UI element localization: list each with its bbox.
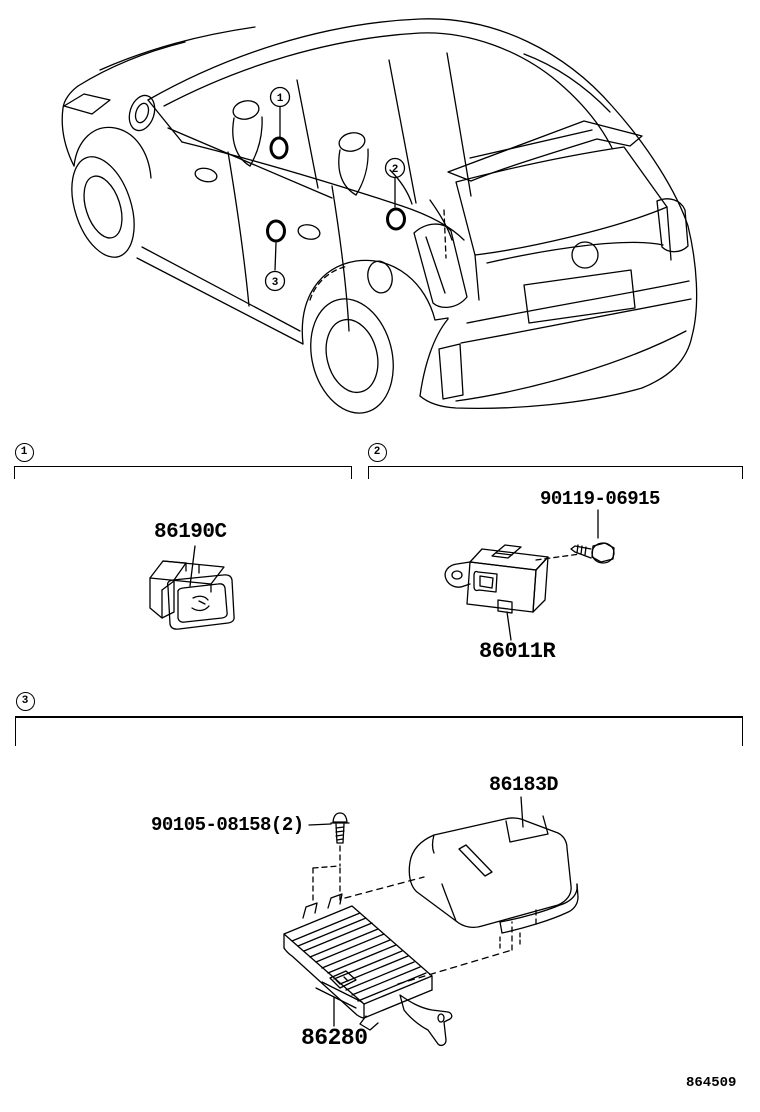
- part-number-label-86183d: 86183D: [489, 774, 559, 797]
- license-plate-recess: [524, 270, 635, 323]
- callout-1: [271, 88, 290, 159]
- rear-spoiler: [448, 121, 642, 181]
- callout-2: [386, 159, 405, 230]
- section-3-number-badge: [16, 692, 35, 711]
- section-1-number-badge: [15, 443, 34, 462]
- part-86280-amplifier-drawing: [284, 894, 452, 1045]
- part-number-label-86190c: 86190C: [154, 521, 227, 544]
- callout-1-number: 1: [276, 93, 284, 105]
- section-2-bracket: [368, 466, 743, 479]
- part-86183d-cover-drawing: [409, 797, 578, 949]
- part-90119-bolt-drawing: [571, 510, 614, 563]
- figure-code: 864509: [686, 1075, 737, 1091]
- callout-2-number: 2: [391, 164, 399, 176]
- callout-3-target-marker: [268, 221, 285, 241]
- vehicle-illustration: [60, 19, 696, 422]
- section-3-bracket: [15, 716, 743, 746]
- vehicle-glasshouse: [148, 33, 612, 258]
- callout-2-target-marker: [388, 209, 405, 229]
- callout-3: [266, 221, 285, 291]
- part-number-label-86280: 86280: [301, 1025, 368, 1051]
- leader-line: [521, 797, 523, 827]
- section-1-number: 1: [20, 446, 28, 458]
- rear-hatch: [456, 147, 671, 323]
- mounting-tab: [303, 903, 317, 918]
- section3-assembly-dashed-lines: [313, 846, 536, 984]
- part-86011r-tuner-drawing: [445, 545, 580, 640]
- part-number-label-90119-06915: 90119-06915: [540, 488, 660, 510]
- leader-line: [309, 824, 331, 825]
- section-2-number-badge: [368, 443, 387, 462]
- part-86190c-switch-drawing: [150, 546, 234, 629]
- vehicle-body-silhouette: [62, 19, 696, 409]
- part-number-label-86011r: 86011R: [479, 639, 556, 664]
- door-lines-and-handles: [194, 152, 395, 331]
- leader-line: [190, 546, 195, 586]
- callout-1-target-marker: [271, 138, 287, 158]
- callout-3-number: 3: [271, 277, 279, 289]
- section-1-bracket: [14, 466, 352, 479]
- section-3-number: 3: [21, 695, 29, 707]
- part-90105-screw-drawing: [309, 813, 349, 843]
- side-mirror: [125, 92, 159, 134]
- leader-line: [507, 612, 511, 640]
- section-2-number: 2: [373, 446, 381, 458]
- part-number-label-90105-08158: 90105-08158(2): [151, 814, 304, 836]
- front-wheel: [60, 149, 145, 265]
